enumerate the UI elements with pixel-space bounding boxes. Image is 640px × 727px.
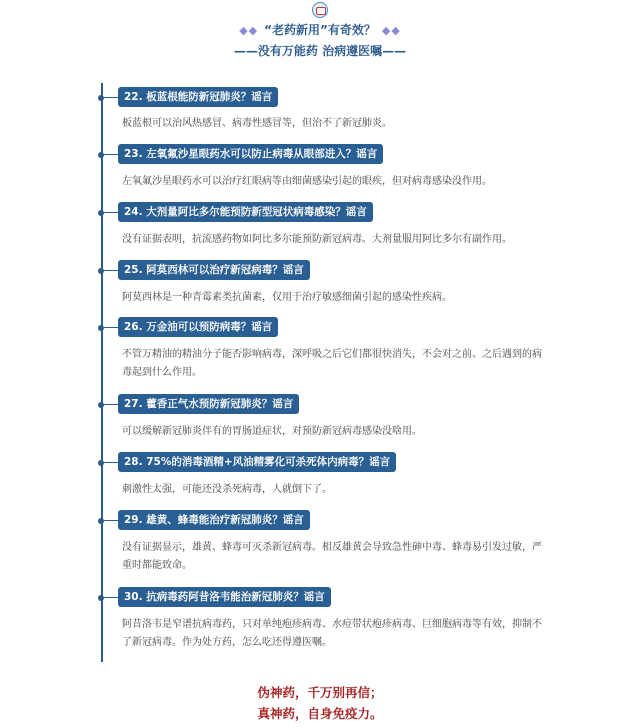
timeline-dot bbox=[98, 95, 104, 101]
timeline-line bbox=[101, 83, 103, 662]
header-title: “老药新用”有奇效？ bbox=[264, 23, 376, 37]
rumor-tag-26: 26. 万金油可以预防病毒？谣言 bbox=[118, 317, 278, 337]
rumor-desc-30: 阿昔洛韦是窄谱抗病毒药，只对单纯疱疹病毒、水痘带状疱疹病毒、巨细胞病毒等有效，抑制不了新冠病毒。作为处方药，怎么吃还得遵医嘱。 bbox=[122, 619, 542, 648]
rumor-desc-25: 阿莫西林是一种青霉素类抗菌素，仅用于治疗敏感细菌引起的感染性疾病。 bbox=[122, 292, 452, 303]
rumor-tag-29: 29. 雄黄、蜂毒能治疗新冠肺炎？谣言 bbox=[118, 510, 310, 530]
rumor-desc-28: 刺激性太强，可能还没杀死病毒，人就倒下了。 bbox=[122, 484, 332, 495]
rumor-tag-27: 27. 藿香正气水预防新冠肺炎？谣言 bbox=[118, 394, 299, 414]
timeline-connector bbox=[104, 327, 118, 328]
rumor-desc-26: 不管万精油的精油分子能否影响病毒，深呼吸之后它们都很快消失，不会对之前、之后遇到的病毒起到什么作用。 bbox=[122, 349, 542, 378]
timeline-connector bbox=[104, 212, 118, 213]
rumor-tag-24: 24. 大剂量阿比多尔能预防新型冠状病毒感染？谣言 bbox=[118, 202, 373, 222]
rumor-desc-23: 左氧氟沙星眼药水可以治疗红眼病等由细菌感染引起的眼疾，但对病毒感染没作用。 bbox=[122, 176, 492, 187]
timeline-connector bbox=[104, 270, 118, 271]
diamond-ornament-right: ◆◆ bbox=[381, 24, 401, 37]
timeline-connector bbox=[104, 154, 118, 155]
header-subtitle: ——没有万能药 治病遵医嘱—— bbox=[233, 44, 407, 58]
rumor-tag-25: 25. 阿莫西林可以治疗新冠病毒？谣言 bbox=[118, 260, 310, 280]
rumor-desc-27: 可以缓解新冠肺炎伴有的胃肠道症状，对预防新冠病毒感染没啥用。 bbox=[122, 426, 422, 437]
footer-line-1: 伪神药，千万别再信； bbox=[257, 685, 383, 700]
timeline-connector bbox=[104, 97, 118, 98]
header-title-row bbox=[0, 22, 640, 39]
timeline-dot bbox=[98, 460, 104, 466]
medicine-box-icon bbox=[312, 2, 328, 18]
timeline-dot bbox=[98, 595, 104, 601]
diamond-ornament-left: ◆◆ bbox=[239, 24, 259, 37]
rumor-desc-24: 没有证据表明，抗流感药物如阿比多尔能预防新冠病毒。大剂量服用阿比多尔有副作用。 bbox=[122, 234, 512, 245]
rumor-desc-29: 没有证据显示，雄黄、蜂毒可灭杀新冠病毒。相反雄黄会导致急性砷中毒、蜂毒易引发过敏，严重时都能致命。 bbox=[122, 542, 542, 571]
timeline-dot bbox=[98, 268, 104, 274]
timeline-dot bbox=[98, 152, 104, 158]
timeline-connector bbox=[104, 462, 118, 463]
rumor-tag-22: 22. 板蓝根能防新冠肺炎？谣言 bbox=[118, 87, 278, 107]
timeline-dot bbox=[98, 325, 104, 331]
timeline-dot bbox=[98, 402, 104, 408]
rumor-tag-30: 30. 抗病毒药阿昔洛韦能治新冠肺炎？谣言 bbox=[118, 587, 331, 607]
rumor-tag-28: 28. 75%的消毒酒精+风油精雾化可杀死体内病毒？谣言 bbox=[118, 452, 396, 472]
footer-line-2: 真神药，自身免疫力。 bbox=[257, 706, 383, 721]
rumor-tag-23: 23. 左氧氟沙星眼药水可以防止病毒从眼部进入？谣言 bbox=[118, 144, 383, 164]
timeline-dot bbox=[98, 210, 104, 216]
timeline-connector bbox=[104, 597, 118, 598]
timeline-connector bbox=[104, 520, 118, 521]
timeline-connector bbox=[104, 404, 118, 405]
rumor-desc-22: 板蓝根可以治风热感冒、病毒性感冒等，但治不了新冠肺炎。 bbox=[122, 118, 392, 129]
timeline-dot bbox=[98, 518, 104, 524]
